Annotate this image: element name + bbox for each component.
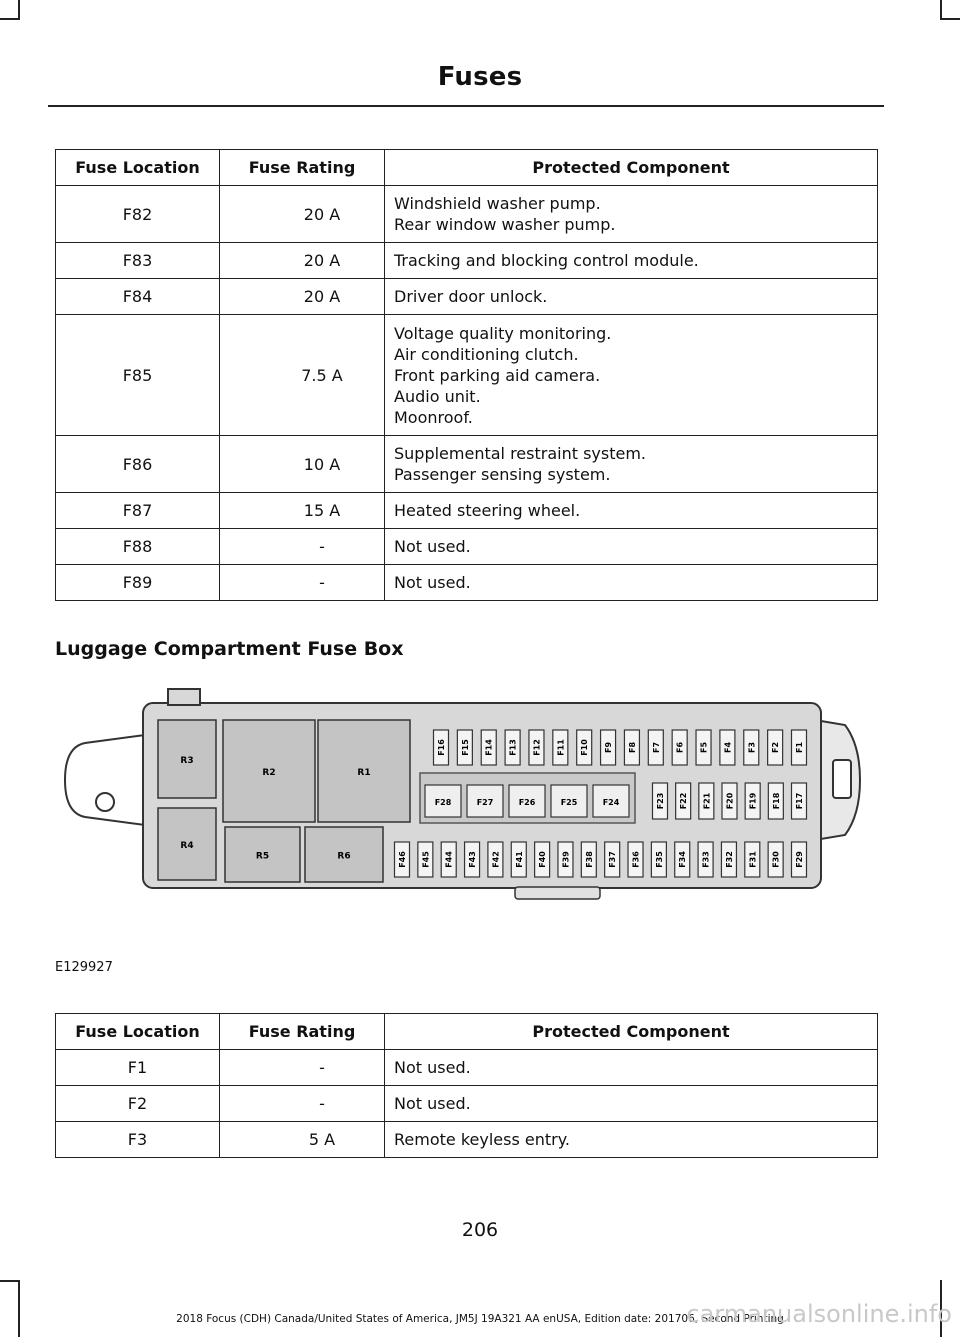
crop-mark-top-left-v xyxy=(18,0,20,20)
fuse-rating-value: 10 A xyxy=(303,454,341,474)
table-row xyxy=(56,315,878,436)
fuse-label: F14 xyxy=(484,739,494,756)
title-divider xyxy=(48,105,884,107)
fuse-label: F40 xyxy=(538,851,548,868)
fuse-label: F19 xyxy=(748,792,758,810)
fuse-label: F9 xyxy=(604,741,614,754)
fuse-label: F3 xyxy=(747,741,757,754)
fuse-location-cell: F84 xyxy=(56,279,220,315)
relay-label: R2 xyxy=(262,768,276,778)
fuse-rating-cell xyxy=(220,493,385,529)
protected-component-cell xyxy=(385,1122,878,1158)
protected-component-line: Driver door unlock. xyxy=(394,287,548,306)
relay-label: R6 xyxy=(337,851,351,862)
fuse-rating-value: 20 A xyxy=(303,204,341,224)
fuse-location-cell: F85 xyxy=(56,315,220,436)
fuse-label: F11 xyxy=(556,739,566,756)
fuse-rating-cell xyxy=(220,315,385,436)
fuse-label: F24 xyxy=(602,798,620,807)
column-header-location: Fuse Location xyxy=(56,150,220,186)
fuse-label: F23 xyxy=(656,792,665,810)
relay-label: R4 xyxy=(180,841,194,851)
fuse-label: F42 xyxy=(491,851,501,868)
crop-mark-top-right-h xyxy=(940,18,960,20)
column-header-component: Protected Component xyxy=(385,1014,878,1050)
fuse-label: F21 xyxy=(702,792,712,810)
fuse-label: F29 xyxy=(795,851,804,868)
fuse-label: F39 xyxy=(561,851,571,868)
protected-component-line: Not used. xyxy=(394,573,471,592)
table-row xyxy=(56,565,878,601)
fuse-rating-value: - xyxy=(319,573,325,592)
protected-component-cell xyxy=(385,1086,878,1122)
fuse-label: F37 xyxy=(608,851,618,868)
protected-component-line: Audio unit. xyxy=(394,386,481,406)
crop-mark-top-right-v xyxy=(940,0,942,20)
fuse-label: F16 xyxy=(437,739,446,756)
fuse-rating-cell xyxy=(220,436,385,493)
protected-component-cell xyxy=(385,186,878,243)
fuse-label: F12 xyxy=(532,739,542,756)
section-heading: Luggage Compartment Fuse Box xyxy=(55,638,404,660)
fuse-label: F45 xyxy=(421,851,431,868)
figure-id: E129927 xyxy=(55,960,113,975)
protected-component-line: Windshield washer pump. xyxy=(394,194,601,213)
protected-component-line: Not used. xyxy=(394,537,471,556)
fuse-table-lower xyxy=(55,1013,878,1158)
crop-mark-top-left-h xyxy=(0,18,20,20)
protected-component-line: Supplemental restraint system. xyxy=(394,444,647,463)
fuse-label: F2 xyxy=(771,741,781,754)
fuse-label: F41 xyxy=(514,851,524,868)
protected-component-cell xyxy=(385,565,878,601)
fuse-label: F15 xyxy=(460,739,470,756)
table-header-row xyxy=(56,150,878,186)
protected-component-cell xyxy=(385,279,878,315)
fuse-rating-cell xyxy=(220,1122,385,1158)
fuse-location-cell: F87 xyxy=(56,493,220,529)
fuse-rating-cell xyxy=(220,529,385,565)
fuse-rating-value: 5 A xyxy=(308,1130,336,1149)
fuse-label: F7 xyxy=(651,741,661,754)
fuse-rating-cell xyxy=(220,1050,385,1086)
fuse-location-cell: F89 xyxy=(56,565,220,601)
fuse-rating-cell xyxy=(220,186,385,243)
fuse-rating-value: - xyxy=(319,537,325,556)
protected-component-line: Passenger sensing system. xyxy=(394,465,611,484)
column-header-rating: Fuse Rating xyxy=(220,150,385,186)
fuse-box-diagram xyxy=(55,675,885,915)
fuse-label: F30 xyxy=(771,851,781,868)
fuse-label: F17 xyxy=(795,792,804,810)
crop-mark-bottom-left-v xyxy=(18,1280,20,1337)
fuse-label: F36 xyxy=(631,851,641,868)
table-row xyxy=(56,279,878,315)
table-row xyxy=(56,436,878,493)
protected-component-line: Not used. xyxy=(394,1058,471,1077)
fuse-label: F4 xyxy=(723,741,733,754)
protected-component-line: Tracking and blocking control module. xyxy=(394,251,699,270)
table-row xyxy=(56,243,878,279)
fuse-label: F34 xyxy=(678,851,688,868)
fuse-label: F18 xyxy=(771,792,781,810)
fuse-rating-value: 15 A xyxy=(303,501,341,520)
table-row xyxy=(56,1050,878,1086)
relay-label: R5 xyxy=(255,851,270,862)
protected-component-line: Air conditioning clutch. xyxy=(394,344,579,364)
fuse-label: F26 xyxy=(518,798,536,807)
protected-component-cell xyxy=(385,436,878,493)
fuse-location-cell: F88 xyxy=(56,529,220,565)
table-row xyxy=(56,1086,878,1122)
table-row xyxy=(56,1122,878,1158)
fuse-label: F31 xyxy=(748,851,758,868)
fuse-table-upper xyxy=(55,149,878,601)
fuse-label: F46 xyxy=(398,851,407,868)
protected-component-line: Front parking aid camera. xyxy=(394,365,601,385)
table-row xyxy=(56,529,878,565)
protected-component-cell xyxy=(385,529,878,565)
relay-label: R1 xyxy=(357,768,371,778)
watermark: carmanualsonline.info xyxy=(686,1300,952,1328)
fuse-location-cell: F86 xyxy=(56,436,220,493)
protected-component-line: Heated steering wheel. xyxy=(394,501,581,520)
fuse-label: F6 xyxy=(675,741,685,754)
relay-label: R3 xyxy=(180,756,194,766)
protected-component-line: Not used. xyxy=(394,1094,471,1113)
fuse-rating-cell xyxy=(220,565,385,601)
crop-mark-bottom-left-h xyxy=(0,1280,20,1282)
fuse-rating-value: 20 A xyxy=(303,251,341,270)
fuse-label: F8 xyxy=(627,741,637,754)
fuse-label: F10 xyxy=(580,739,590,756)
table-header-row xyxy=(56,1014,878,1050)
fuse-label: F44 xyxy=(444,851,454,868)
fuse-rating-value: 7.5 A xyxy=(301,365,343,385)
protected-component-line: Remote keyless entry. xyxy=(394,1130,570,1149)
column-header-component: Protected Component xyxy=(385,150,878,186)
fuse-label: F1 xyxy=(795,741,804,754)
page-number: 206 xyxy=(461,1219,499,1241)
fuse-label: F5 xyxy=(699,741,709,754)
fuse-rating-cell xyxy=(220,279,385,315)
fuse-label: F33 xyxy=(701,851,711,868)
fuse-label: F20 xyxy=(725,792,735,810)
protected-component-line: Rear window washer pump. xyxy=(394,215,616,234)
fuse-label: F27 xyxy=(476,798,494,807)
table-row xyxy=(56,186,878,243)
column-header-rating: Fuse Rating xyxy=(220,1014,385,1050)
fuse-rating-cell xyxy=(220,1086,385,1122)
fuse-location-cell: F82 xyxy=(56,186,220,243)
protected-component-cell xyxy=(385,1050,878,1086)
page-title: Fuses xyxy=(437,62,523,92)
fuse-rating-value: - xyxy=(319,1058,325,1077)
fuse-rating-value: - xyxy=(319,1094,325,1113)
fuse-location-cell: F83 xyxy=(56,243,220,279)
fuse-label: F13 xyxy=(508,739,518,756)
fuse-label: F43 xyxy=(468,851,478,868)
protected-component-cell xyxy=(385,493,878,529)
protected-component-cell xyxy=(385,243,878,279)
fuse-label: F32 xyxy=(724,851,734,868)
protected-component-line: Moonroof. xyxy=(394,407,473,427)
fuse-location-cell: F2 xyxy=(56,1086,220,1122)
fuse-label: F38 xyxy=(584,851,594,868)
fuse-label: F25 xyxy=(560,798,578,807)
fuse-label: F35 xyxy=(654,851,664,868)
fuse-rating-value: 20 A xyxy=(303,287,341,306)
fuse-label: F22 xyxy=(679,792,689,810)
protected-component-line: Voltage quality monitoring. xyxy=(394,323,612,343)
column-header-location: Fuse Location xyxy=(56,1014,220,1050)
fuse-label: F28 xyxy=(434,798,452,807)
protected-component-cell xyxy=(385,315,878,436)
table-row xyxy=(56,493,878,529)
footer-text: 2018 Focus (CDH) Canada/United States of America, JM5J 19A321 AA enUSA, Edition date: 201706, Second Printing xyxy=(176,1313,784,1325)
fuse-location-cell: F3 xyxy=(56,1122,220,1158)
fuse-location-cell: F1 xyxy=(56,1050,220,1086)
fuse-rating-cell xyxy=(220,243,385,279)
